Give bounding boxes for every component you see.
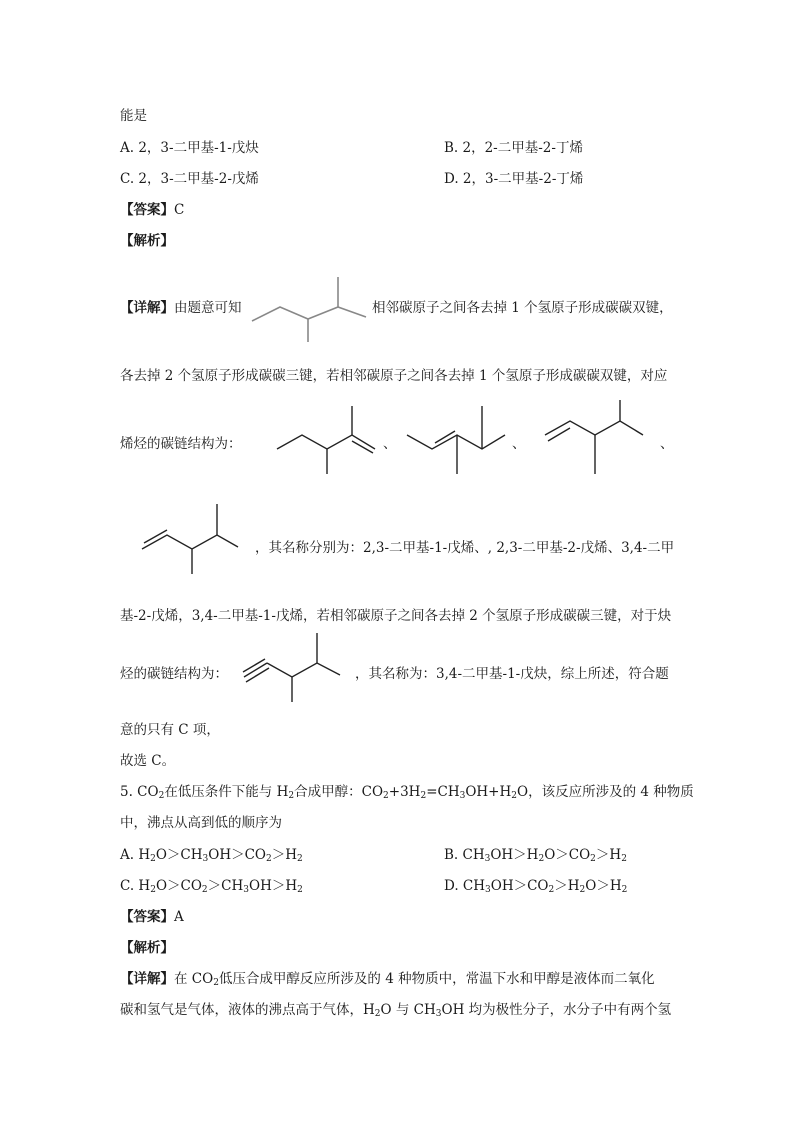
alkene-structure-3	[543, 398, 648, 478]
alkene-structure-4	[140, 502, 242, 580]
detail-pre: 由题意可知	[174, 300, 242, 316]
q4-detail-line2: 各去掉 2 个氢原子形成碳碳三键，若相邻碳原子之间各去掉 1 个氢原子形成碳碳双键，对应	[120, 368, 668, 384]
q4-detail-line3-label: 烯烃的碳链结构为：	[120, 436, 242, 452]
q5-option-d: D. $CH_3OH>CO_2>H_2O>H_2$	[444, 878, 628, 895]
q4-answer	[120, 198, 184, 218]
detail-label: 【详解】	[120, 300, 174, 316]
q5-detail-line1: 【详解】在 $CO_2$低压合成甲醇反应所涉及的 4 种物质中，常温下水和甲醇是液体而二氧化	[120, 971, 655, 988]
q4-detail-line6-pre: 烃的碳链结构为：	[120, 666, 228, 682]
q5-option-b: B. $CH_3OH>H_2O>CO_2>H_2$	[444, 847, 627, 864]
q4-option-c: C. 2，3-二甲基-2-戊烯	[120, 171, 259, 187]
answer-value: A	[174, 909, 184, 925]
answer-label: 【答案】	[120, 202, 174, 218]
q5-analysis-label: 【解析】	[120, 940, 174, 956]
q5-option-c: C. $H_2O>CO_2>CH_3OH>H_2$	[120, 878, 303, 895]
alkene-structure-2	[405, 402, 510, 477]
separator: 、	[383, 436, 397, 452]
q4-detail-line6-post: ，其名称为：3,4-二甲基-1-戊炔，综上所述，符合题	[355, 666, 669, 682]
q5-answer	[120, 905, 184, 925]
answer-label: 【答案】	[120, 909, 174, 925]
alkyne-structure	[240, 630, 345, 705]
detail-label: 【详解】	[120, 971, 174, 987]
answer-value: C	[174, 202, 185, 218]
q4-detail-line5: 基-2-戊烯，3,4-二甲基-1-戊烯，若相邻碳原子之间各去掉 2 个氢原子形成碳碳三键，对于炔	[120, 608, 672, 624]
q5-option-a: A. $H_2O>CH_3OH>CO_2>H_2$	[120, 847, 303, 864]
separator: 、	[512, 436, 526, 452]
q5-stem-line2: 中，沸点从高到低的顺序为	[120, 815, 282, 831]
separator: 、	[660, 436, 674, 452]
q4-analysis-label: 【解析】	[120, 233, 174, 249]
q4-option-a: A. 2，3-二甲基-1-戊炔	[120, 140, 259, 156]
q4-option-d: D. 2，3-二甲基-2-丁烯	[444, 171, 584, 187]
q4-stem-tail: 能是	[120, 108, 147, 124]
q4-conclusion: 故选 C。	[120, 753, 176, 769]
alkane-skeleton-structure	[250, 270, 370, 345]
q4-detail-line1-post: 相邻碳原子之间各去掉 1 个氢原子形成碳碳双键，	[372, 300, 673, 316]
q5-stem-line1: 5. $CO_2$在低压条件下能与 $H_2$合成甲醇：$CO_2+3H_2=CH_3OH+H_2O$，该反应所涉及的 4 种物质	[120, 784, 694, 801]
alkene-structure-1	[275, 402, 380, 477]
q5-detail-line2: 碳和氢气是气体，液体的沸点高于气体，$H_2O$ 与 $CH_3OH$ 均为极性分子，水分子中有两个氢	[120, 1002, 672, 1019]
q4-detail-line7: 意的只有 C 项，	[120, 722, 220, 738]
q4-detail-line1	[120, 296, 242, 316]
q4-detail-line4: ，其名称分别为：2,3-二甲基-1-戊烯、, 2,3-二甲基-2-戊烯、3,4-二甲	[255, 540, 675, 556]
q4-option-b: B. 2，2-二甲基-2-丁烯	[444, 140, 583, 156]
